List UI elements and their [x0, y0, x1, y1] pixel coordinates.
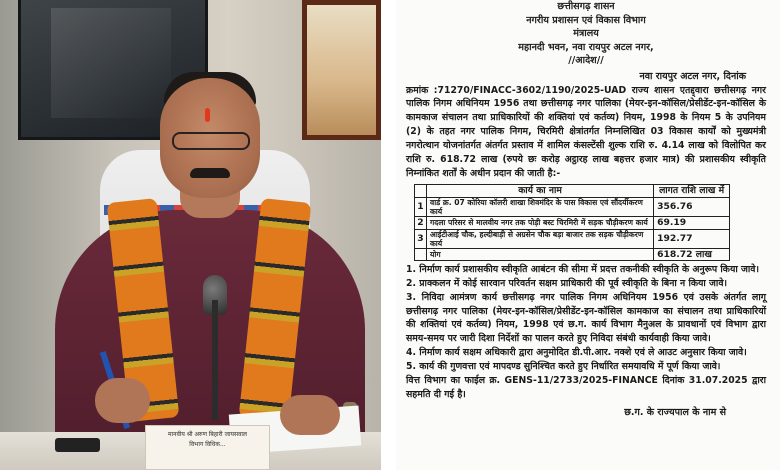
- panel-divider: [381, 0, 396, 470]
- government-order-document: [396, 0, 780, 470]
- mustache: [190, 168, 230, 178]
- order-text: राज्य शासन एतद्द्वारा छत्तीसगढ़ नगर पालिक निगम अधिनियम 1956 तथा छत्तीसगढ़ नगर पालिका (मेयर-इन-कॉसिल/प्रेसीडेंट-इन-कॉसिल के कामकाज संचालन तथा प्राधिकारियों की शक्तियां एवं कर्तव्य) नियम, 1998 के नियम 5 के उपनियम (2) के तहत नगर पालिक निगम, चिरमिरी क्षेत्रांतर्गत निम्नलिखित 03 विकास कार्यों को मुख्यमंत्री नगरोत्थान योजनांतर्गत अंतर्गत प्रस्ताव में शामिल कंसल्टेंसी शुल्क राशि रु. 4.14 लाख को विलोपित कर राशि रु. 618.72 लाख (रुपये छः करोड़ अट्ठारह लाख बहत्तर हजार मात्र) की प्रशासकीय स्वीकृति निम्नांकित शर्तों के अधीन प्रदान की जाती है:-: [406, 84, 766, 179]
- document-header: [406, 0, 766, 68]
- header-government: छत्तीसगढ़ शासन: [557, 1, 615, 12]
- order-label: क्रमांक: [406, 84, 429, 96]
- order-number: 71270/FINACC-3602/1190/2025-UAD: [437, 84, 627, 96]
- finance-note: वित्त विभाग का फाईल क्र. GENS-11/2733/2025-FINANCE दिनांक 31.07.2025 द्वारा सहमति दी गई है।: [406, 375, 766, 400]
- microphone-stand: [212, 300, 218, 420]
- header-order: //आदेश//: [568, 55, 604, 66]
- works-table: [414, 184, 730, 261]
- condition-item: 3. निविदा आमंत्रण कार्य छत्तीसगढ़ नगर पालिक निगम अधिनियम 1956 एवं उसके अंतर्गत लागू छत्तीसगढ़ नगर पालिका (मेयर-इन-कॉसिल/प्रेसीडेंट-इन-कॉसिल कामकाज का संचालन तथा प्राधिकारियों की शक्तियां एवं कर्तव्य) नियम, 1998 एवं छ.ग. कार्य विभाग मैनुअल के प्रावधानों एवं विभाग द्वारा समय-समय पर जारी दिशा निर्देशों का पालन करते हुए निविदा संबंधी कार्यवाही किया जावे।: [406, 291, 766, 345]
- header-department: नगरीय प्रशासन एवं विकास विभाग: [526, 14, 646, 26]
- condition-item: 4. निर्माण कार्य सक्षम अधिकारी द्वारा अनुमोदित डी.पी.आर. नक्शे एवं ले आउट अनुसार किया जावे।: [406, 347, 747, 359]
- header-work-name: कार्य का नाम: [426, 184, 653, 197]
- wall-portrait-frame: [302, 0, 381, 140]
- eyeglasses: [172, 132, 250, 150]
- table-header-row: [415, 184, 730, 197]
- table-row: 2 गदला परिसर से मालवीय नगर तक पोड़ी बस्ट चिरमिरी में सड़क चौड़ीकरण कार्य 69.19: [415, 216, 730, 229]
- minister-photo: [0, 0, 381, 470]
- table-row: 3 आईटीआई चौक, हल्दीबाड़ी से अग्रसेन चौक बड़ा बाजार तक सड़क चौड़ीकरण कार्य 192.77: [415, 229, 730, 248]
- header-address: महानदी भवन, नवा रायपुर अटल नगर,: [518, 41, 654, 53]
- tilak-mark: [205, 108, 210, 122]
- condition-item: 1. निर्माण कार्य प्रशासकीय स्वीकृति आबंटन की सीमा में प्रदत्त तकनीकी स्वीकृति के अनुरूप किया जावे।: [406, 263, 759, 275]
- mobile-phone: [55, 438, 100, 452]
- total-label: योग: [426, 248, 653, 260]
- dateline: नवा रायपुर अटल नगर, दिनांक: [639, 70, 746, 82]
- signature-line: छ.ग. के राज्यपाल के नाम से: [624, 406, 726, 418]
- left-hand: [95, 378, 150, 423]
- condition-item: 5. कार्य की गुणवत्ता एवं मापदण्ड सुनिश्चित करते हुए निर्धारित समयावधि में पूर्ण किया जावे।: [406, 361, 721, 373]
- nameplate-designation: विभाग विधिक...: [189, 441, 226, 448]
- order-body: क्रमांक :71270/FINACC-3602/1190/2025-UAD राज्य शासन एतद्द्वारा छत्तीसगढ़ नगर पालिक निगम अधिनियम 1956 तथा छत्तीसगढ़ नगर पालिका (मेयर-इन-कॉसिल/प्रेसीडेंट-इन-कॉसिल के कामकाज संचालन तथा प्राधिकारियों की शक्तियां एवं कर्तव्य) नियम, 1998 के नियम 5 के उपनियम (2) के तहत नगर पालिक निगम, चिरमिरी क्षेत्रांतर्गत निम्नलिखित 03 विकास कार्यों को मुख्यमंत्री नगरोत्थान योजनांतर्गत अंतर्गत प्रस्ताव में शामिल कंसल्टेंसी शुल्क राशि रु. 4.14 लाख को विलोपित कर राशि रु. 618.72 लाख (रुपये छः करोड़ अट्ठारह लाख बहत्तर हजार मात्र) की प्रशासकीय स्वीकृति निम्नांकित शर्तों के अधीन प्रदान की जाती है:-: [406, 84, 766, 179]
- desk-nameplate: [145, 425, 270, 470]
- nameplate-name: मानवीय श्री अरुण बिहारी जायसवाल: [167, 431, 247, 438]
- condition-item: 2. प्राक्कलन में कोई सारवान परिवर्तन सक्षम प्राधिकारी की पूर्व स्वीकृति के बिना न किया जावे।: [406, 277, 728, 289]
- total-amount: 618.72 लाख: [654, 248, 730, 260]
- header-ministry: मंत्रालय: [573, 28, 599, 39]
- right-hand: [280, 395, 340, 435]
- table-total-row: [415, 248, 730, 260]
- header-amount: लागत राशि लाख में: [654, 184, 730, 197]
- table-row: 1 वार्ड क्र. 07 कोरिया कॉलरी शाखा शिवमंदिर के पास विकास एवं सौंदर्यीकरण कार्य 356.76: [415, 197, 730, 216]
